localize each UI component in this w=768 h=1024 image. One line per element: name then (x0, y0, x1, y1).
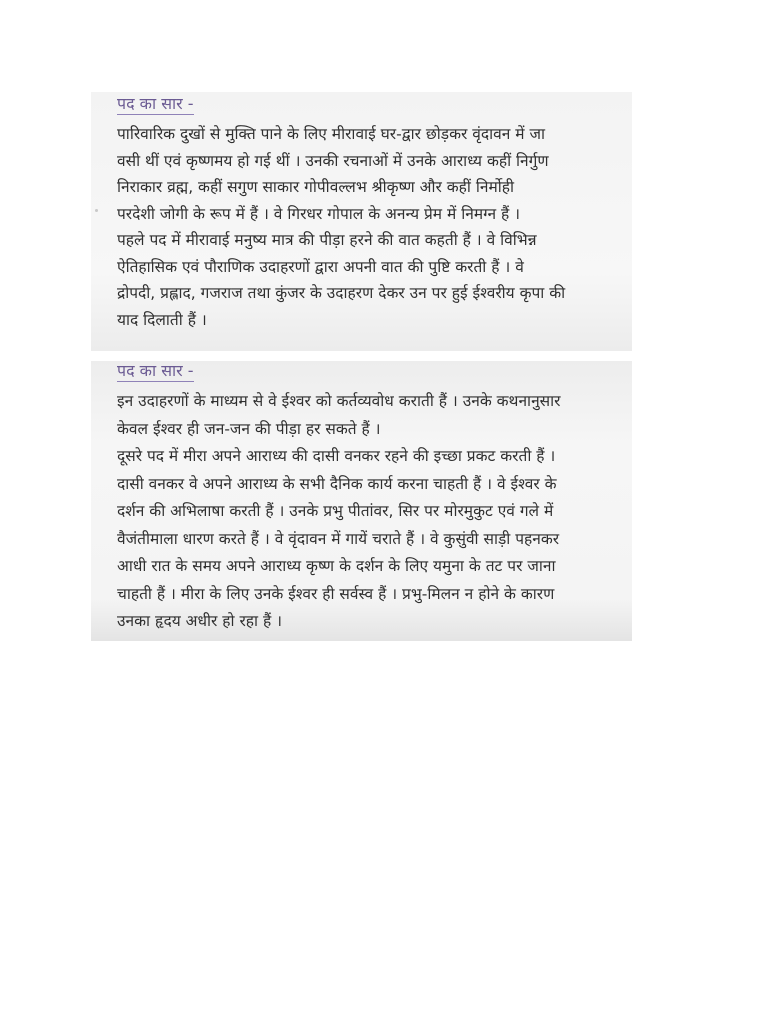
summary-paragraph (117, 121, 622, 333)
text-line: याद दिलाती हैं । (117, 310, 207, 329)
text-line: वैजंतीमाला धारण करते हैं । वे वृंदावन में गायें चराते हैं । वे कुसुंवी साड़ी पहनकर (117, 529, 560, 548)
text-line: पहले पद में मीरावाई मनुष्य मात्र की पीड़ा हरने की वात कहती हैं । वे विभिन्न (117, 231, 537, 249)
text-line: द्रोपदी, प्रह्लाद, गजराज तथा कुंजर के उदाहरण देकर उन पर हुई ईश्वरीय कृपा की (117, 284, 566, 302)
section-heading: पद का सार - (117, 361, 194, 380)
text-line: निराकार व्रह्म, कहीं सगुण साकार गोपीवल्लभ श्रीकृष्ण और कहीं निर्मोही (117, 178, 514, 196)
summary-card-1 (91, 92, 632, 351)
text-line: दर्शन की अभिलाषा करती हैं । उनके प्रभु पीतांवर, सिर पर मोरमुकुट एवं गले में (117, 502, 554, 520)
text-line: पारिवारिक दुखों से मुक्ति पाने के लिए मीरावाई घर-द्वार छोड़कर वृंदावन में जा (117, 125, 545, 143)
text-line: परदेशी जोगी के रूप में हैं । वे गिरधर गोपाल के अनन्य प्रेम में निमग्न हैं । (117, 204, 521, 223)
text-line: इन उदाहरणों के माध्यम से वे ईश्वर को कर्तव्यवोध कराती हैं । उनके कथनानुसार (117, 392, 561, 410)
section-heading: पद का सार - (117, 94, 194, 113)
text-line: आधी रात के समय अपने आराध्य कृष्ण के दर्शन के लिए यमुना के तट पर जाना (117, 557, 556, 575)
text-line: दासी वनकर वे अपने आराध्य के सभी दैनिक कार्य करना चाहती हैं । वे ईश्वर के (117, 474, 557, 493)
text-line: ऐतिहासिक एवं पौराणिक उदाहरणों द्वारा अपनी वात की पुष्टि करती हैं । वे (117, 257, 524, 276)
summary-paragraph (117, 388, 622, 636)
text-line: केवल ईश्वर ही जन-जन की पीड़ा हर सकते हैं । (117, 419, 381, 438)
text-line: दूसरे पद में मीरा अपने आराध्य की दासी वनकर रहने की इच्छा प्रकट करती हैं । (117, 447, 556, 465)
text-line: उनका हृदय अधीर हो रहा हैं । (117, 612, 282, 630)
text-line: चाहती हैं । मीरा के लिए उनके ईश्वर ही सर्वस्व हैं । प्रभु-मिलन न होने के कारण (117, 584, 555, 603)
stray-dot (95, 209, 98, 212)
summary-card-2 (91, 361, 632, 641)
text-line: वसी थीं एवं कृष्णमय हो गई थीं । उनकी रचनाओं में उनके आराध्य कहीं निर्गुण (117, 151, 549, 170)
